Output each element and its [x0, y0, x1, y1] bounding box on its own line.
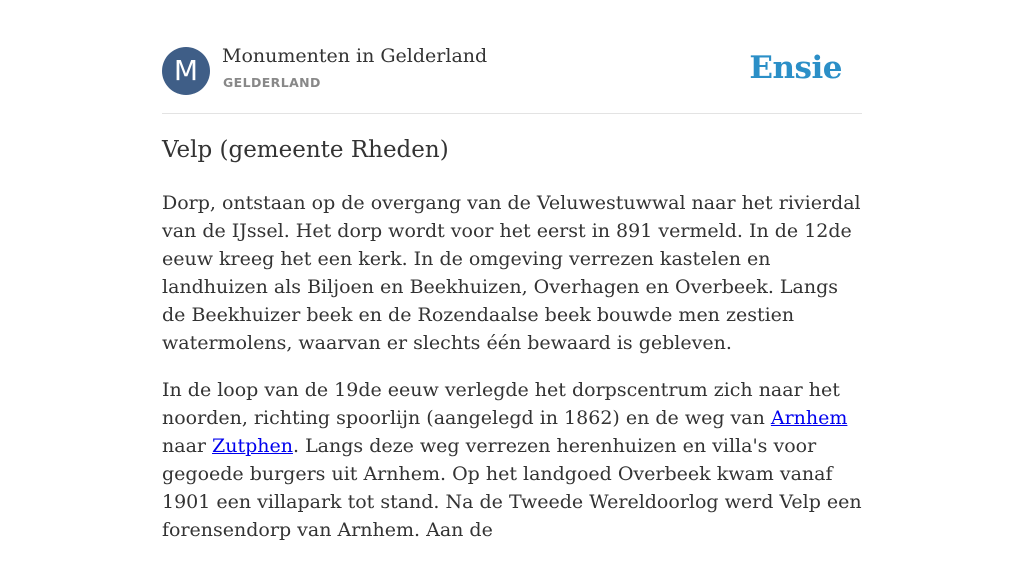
paragraph: Dorp, ontstaan op de overgang van de Veluwestuwwal naar het rivierdal van de IJssel. Het dorp wordt voor het eerst in 891 vermeld. In de 12de eeuw kreeg het een kerk. In de omgeving verrezen kastelen en landhuizen als Biljoen en Beekhuizen, Overhagen en Overbeek. Langs de Beekhuizer beek en de Rozendaalse beek bouwde men zestien watermolens, waarvan er slechts één bewaard is gebleven. [162, 192, 861, 354]
avatar[interactable]: M [162, 47, 210, 95]
paragraph-text: In de loop van de 19de eeuw verlegde het dorpscentrum zich naar het noorden, richting spoorlijn (aangelegd in 1862) en de weg van [162, 379, 840, 429]
paragraph-text: . Langs deze weg verrezen herenhuizen en villa's voor gegoede burgers uit Arnhem. Op het landgoed Overbeek kwam vanaf 1901 een villapark tot stand. Na de Tweede Wereldoorlog werd Velp een forensendorp van Arnhem. Aan de [162, 435, 862, 541]
link-arnhem[interactable]: Arnhem [770, 407, 848, 429]
brand-logo[interactable]: Ensie [749, 50, 842, 86]
paragraph [162, 376, 862, 544]
site-header [162, 0, 862, 114]
site-subtitle[interactable]: GELDERLAND [223, 75, 321, 90]
article-title: Velp (gemeente Rheden) [162, 137, 449, 163]
paragraph-text: naar [162, 435, 213, 457]
site-title[interactable]: Monumenten in Gelderland [222, 45, 488, 67]
page [162, 0, 862, 541]
article-body [162, 189, 862, 563]
link-zutphen[interactable]: Zutphen [212, 435, 293, 457]
